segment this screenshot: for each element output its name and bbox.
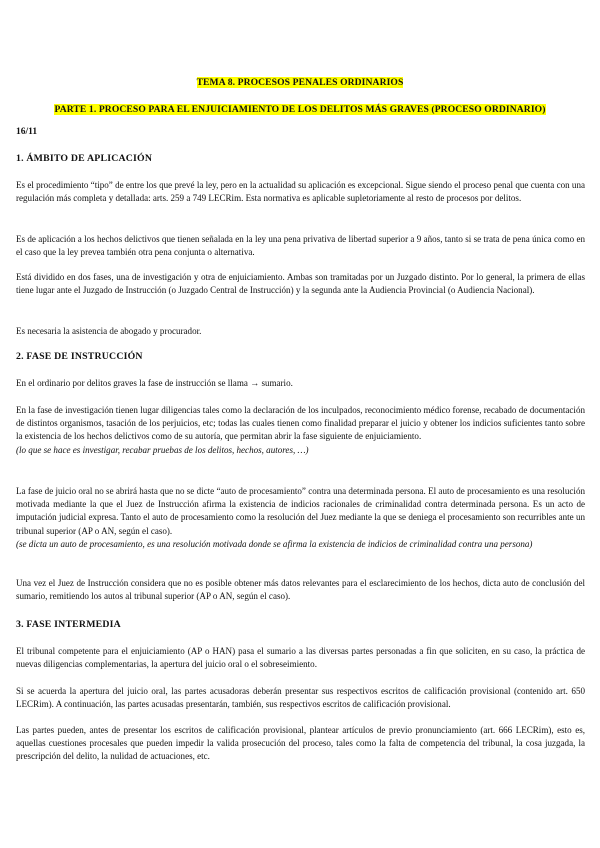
section-2-paragraph-2-note: (lo que se hace es investigar, recabar pruebas de los delitos, hechos, autores, …) [16, 444, 309, 455]
section-1-paragraph-4: Es necesaria la asistencia de abogado y procurador. [16, 326, 202, 336]
section-1-paragraph-2: Es de aplicación a los hechos delictivos que tienen señalada en la ley una pena privativa de libertad superior a 9 años, tanto si se trata de pena única como en el caso que la ley prevea también otra pena conjunta o alternativa. [16, 234, 585, 258]
section-3-paragraph-3: Las partes pueden, antes de presentar los escritos de calificación provisional, plantear artículos de previo pronunciamiento (art. 666 LECRim), esto es, aquellas cuestiones procesales que pueden impedir la valida prosecución del proceso, tales como la falta de competencia del tribunal, la cosa juzgada, la prescripción del delito, la nulidad de actuaciones, etc. [16, 725, 585, 762]
section-2-paragraph-2-block [16, 404, 585, 457]
section-1-paragraph-1: Es el procedimiento “tipo” de entre los que prevé la ley, pero en la actualidad su aplicación es excepcional. Sigue siendo el proceso penal que cuenta con una regulación más completa y detallada: arts. 259 a 749 LECRim. Esta normativa es aplicable supletoriamente al resto de procesos por delitos. [16, 180, 585, 204]
section-2-paragraph-2: En la fase de investigación tienen lugar diligencias tales como la declaración de los inculpados, reconocimiento médico forense, recabado de documentación de distintos organismos, tasación de los perjuicios, etc; todas las cuales tienen como finalidad preparar el juicio y obtener los indicios suficientes tanto sobre la existencia de los hechos delictivos como de su autoría, que permitan abrir la fase siguiente de enjuiciamiento. [16, 405, 585, 442]
section-2-paragraph-3: La fase de juicio oral no se abrirá hasta que no se dicte “auto de procesamiento” contra una determinada persona. El auto de procesamiento es una resolución motivada mediante la que el Juez de Instrucción afirma la existencia de indicios racionales de criminalidad contra determinada persona. Es un acto de imputación judicial expresa. Tanto el auto de procesamiento como la resolución del Juez mediante la que se deniega el procesamiento son recurribles ante un tribunal superior (AP o AN, según el caso). [16, 486, 585, 536]
subtitle-line [0, 99, 600, 117]
section-3-paragraph-1: El tribunal competente para el enjuiciamiento (AP o HAN) pasa el sumario a las diversas partes personadas a fin que soliciten, en su caso, la práctica de nuevas diligencias complementarias, la apertura del juicio oral o el sobreseimiento. [16, 646, 585, 670]
title-line [0, 72, 600, 90]
document-subtitle: PARTE 1. PROCESO PARA EL ENJUICIAMIENTO DE LOS DELITOS MÁS GRAVES (PROCESO ORDINARIO) [54, 104, 546, 115]
section-2-heading: 2. FASE DE INSTRUCCIÓN [16, 351, 143, 362]
section-2-paragraph-3-block [16, 485, 585, 551]
date-label: 16/11 [16, 127, 38, 137]
document-title: TEMA 8. PROCESOS PENALES ORDINARIOS [196, 77, 404, 88]
section-3-heading: 3. FASE INTERMEDIA [16, 619, 121, 630]
section-2-paragraph-4: Una vez el Juez de Instrucción considera que no es posible obtener más datos relevantes para el esclarecimiento de los hechos, dicta auto de conclusión del sumario, remitiendo los autos al tribunal superior (AP o AN, según el caso). [16, 578, 585, 602]
section-1-heading: 1. ÁMBITO DE APLICACIÓN [16, 153, 153, 164]
section-2-paragraph-1: En el ordinario por delitos graves la fase de instrucción se llama → sumario. [16, 378, 293, 388]
section-1-paragraph-3: Está dividido en dos fases, una de investigación y otra de enjuiciamiento. Ambas son tramitadas por un Juzgado distinto. Por lo general, la primera de ellas tiene lugar ante el Juzgado de Instrucción (o Juzgado Central de Instrucción) y la segunda ante la Audiencia Provincial (o Audiencia Nacional). [16, 272, 585, 296]
section-3-paragraph-2: Si se acuerda la apertura del juicio oral, las partes acusadoras deberán presentar sus respectivos escritos de calificación provisional (contenido art. 650 LECRim). A continuación, las partes acusadas presentarán, también, sus respectivos escritos de calificación provisional. [16, 686, 585, 710]
section-2-paragraph-3-note: (se dicta un auto de procesamiento, es una resolución motivada donde se afirma la existencia de indicios de criminalidad contra una persona) [16, 538, 533, 549]
